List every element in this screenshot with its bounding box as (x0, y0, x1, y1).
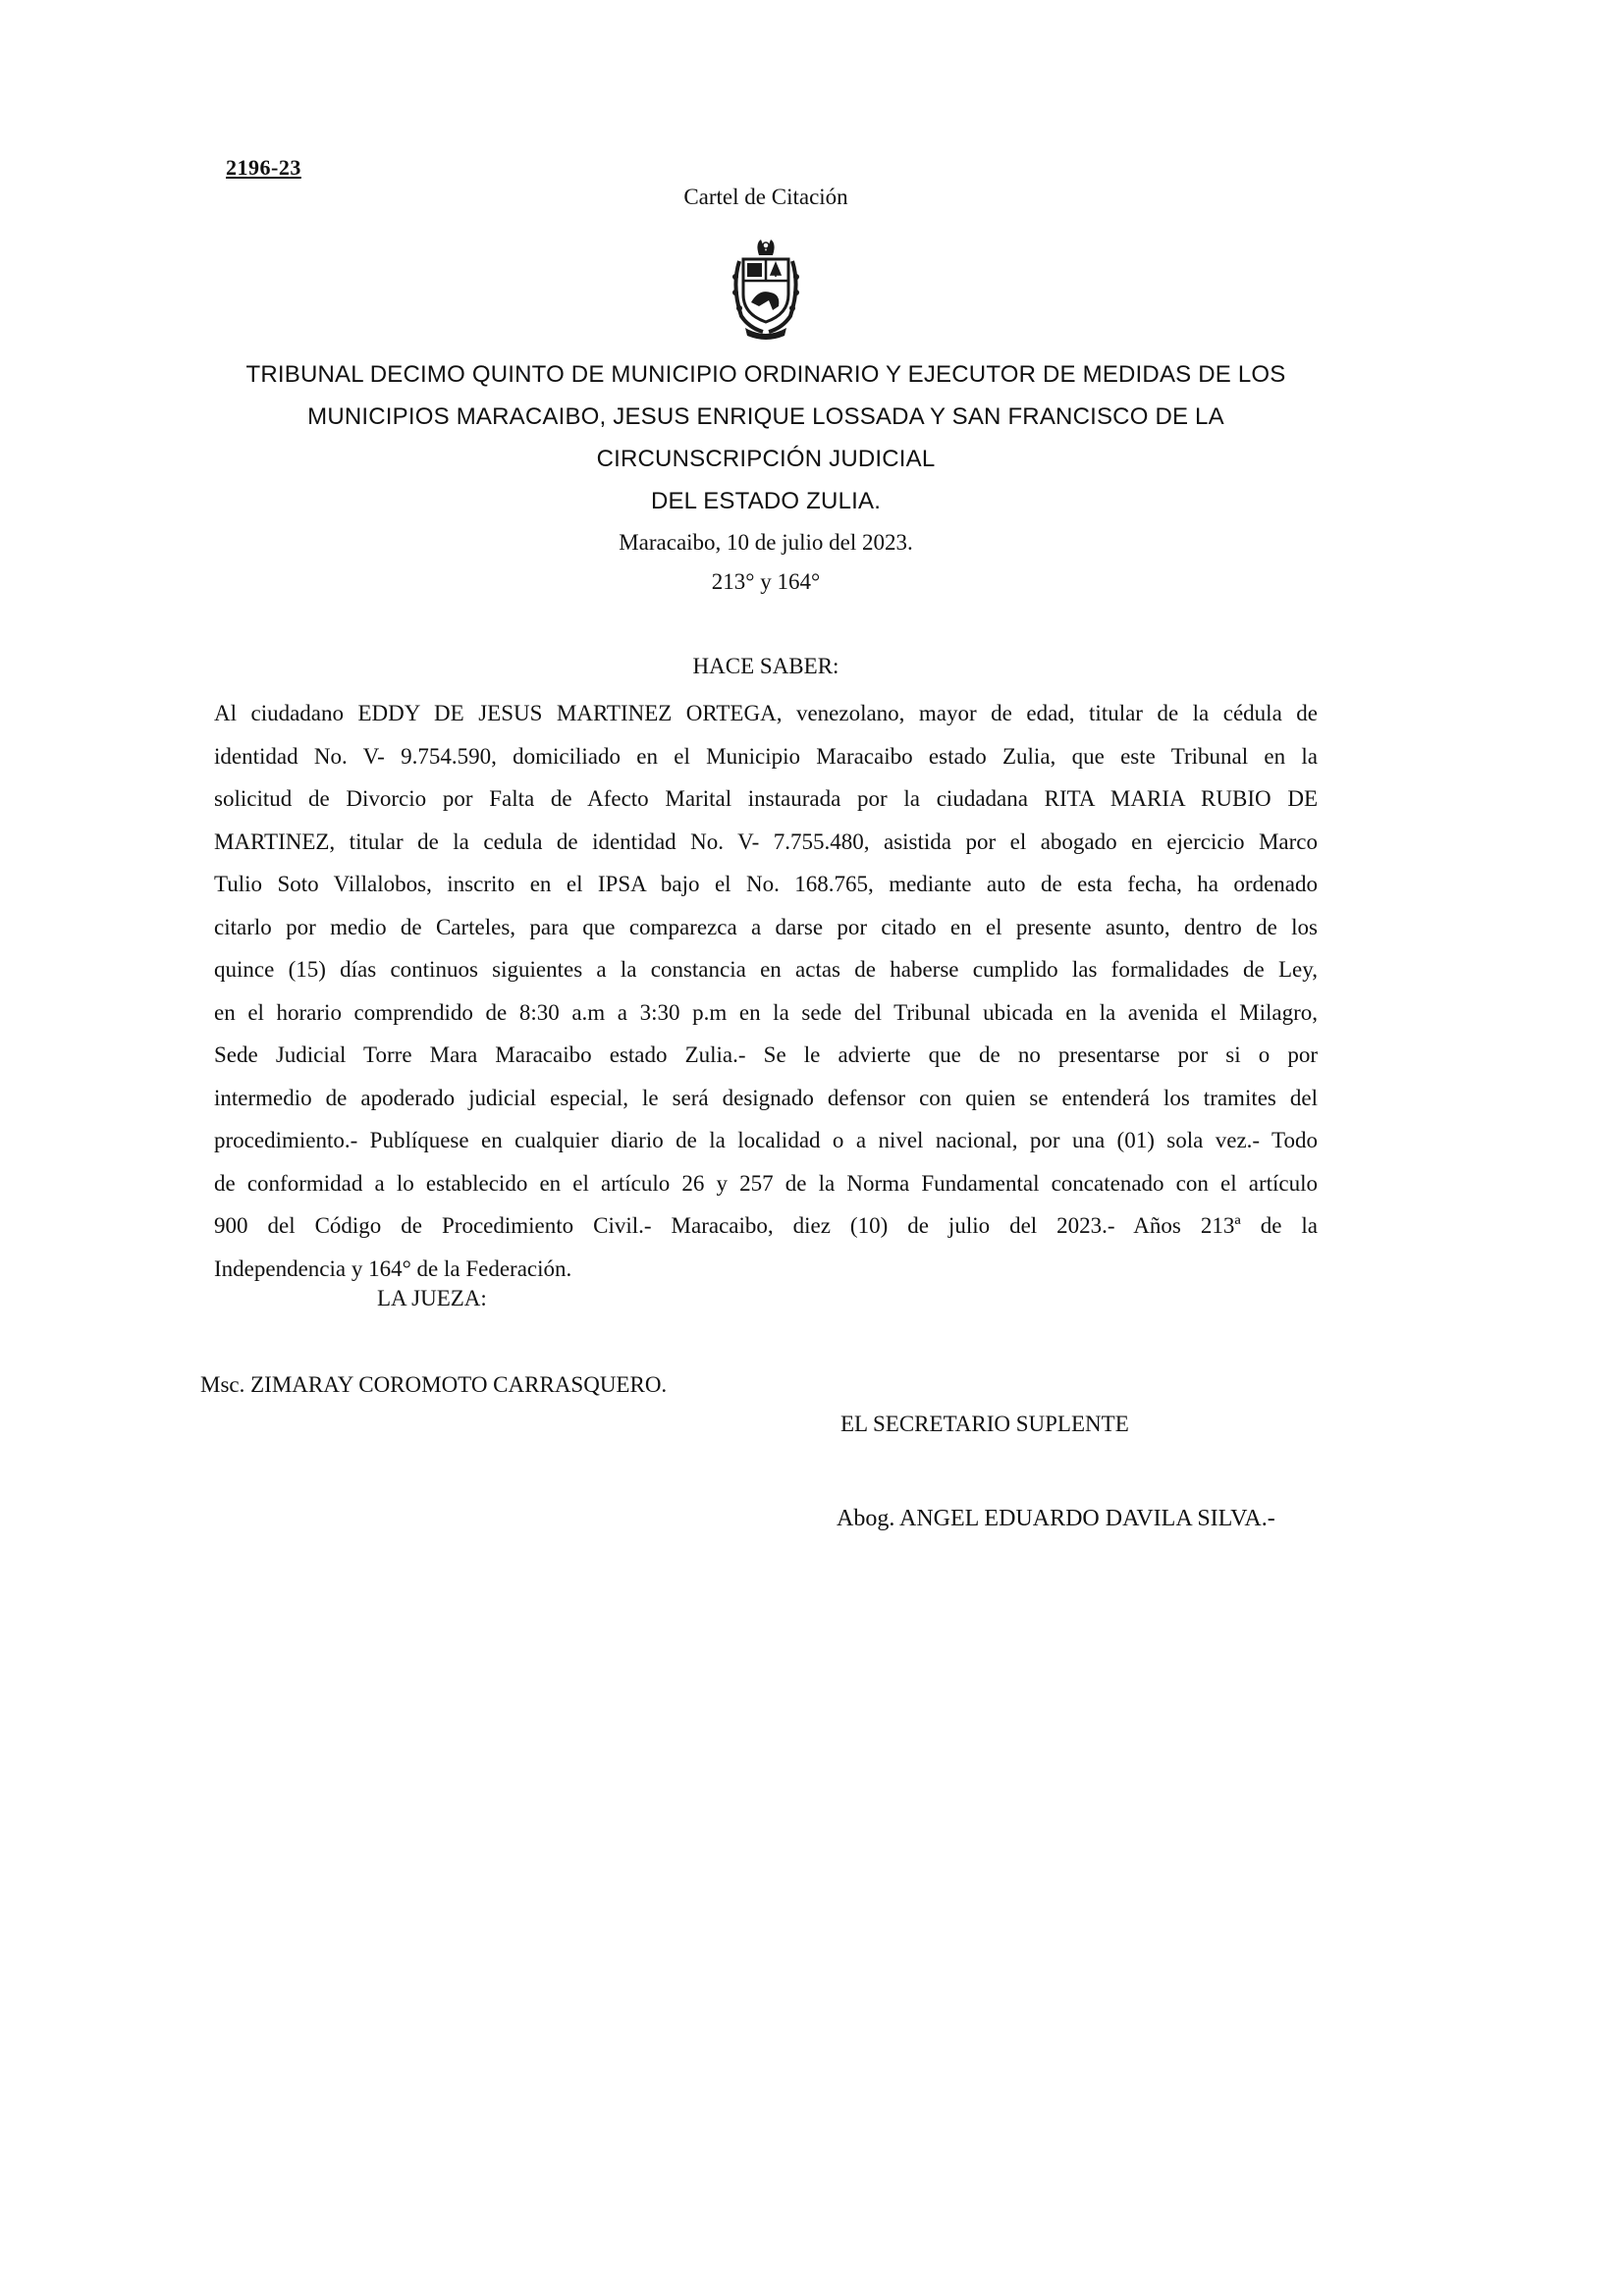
body-line: Al ciudadano EDDY DE JESUS MARTINEZ ORTEGA, venezolano, mayor de edad, titular de la cédula de (214, 701, 1318, 725)
body-line: en el horario comprendido de 8:30 a.m a 3:30 p.m en la sede del Tribunal ubicada en la avenida el Milagro, (214, 999, 1318, 1025)
court-header (196, 353, 1335, 522)
body-line: citarlo por medio de Carteles, para que comparezca a darse por citado en el presente asunto, dentro de los (214, 914, 1318, 939)
court-header-line: CIRCUNSCRIPCIÓN JUDICIAL (596, 446, 936, 472)
secretary-title: EL SECRETARIO SUPLENTE (840, 1412, 1129, 1436)
body-line: intermedio de apoderado judicial especial, le será designado defensor con quien se entenderá los tramites del (214, 1085, 1318, 1110)
court-header-line: TRIBUNAL DECIMO QUINTO DE MUNICIPIO ORDINARIO Y EJECUTOR DE MEDIDAS DE LOS (245, 361, 1286, 388)
coat-of-arms-icon (730, 238, 802, 340)
secretary-name: Abog. ANGEL EDUARDO DAVILA SILVA.- (837, 1506, 1275, 1531)
document-type-title: Cartel de Citación (683, 185, 848, 209)
section-heading: HACE SABER: (692, 654, 839, 678)
body-line: identidad No. V- 9.754.590, domiciliado en el Municipio Maracaibo estado Zulia, que este Tribunal en la (214, 743, 1318, 769)
court-header-line: DEL ESTADO ZULIA. (650, 488, 882, 514)
judge-title: LA JUEZA: (377, 1286, 487, 1310)
body-line: Independencia y 164° de la Federación. (214, 1255, 572, 1281)
body-line: MARTINEZ, titular de la cedula de identidad No. V- 7.755.480, asistida por el abogado en ejercicio Marco (214, 828, 1318, 854)
body-line: de conformidad a lo establecido en el artículo 26 y 257 de la Norma Fundamental concatenado con el artículo (214, 1170, 1318, 1196)
court-header-line: MUNICIPIOS MARACAIBO, JESUS ENRIQUE LOSSADA Y SAN FRANCISCO DE LA (307, 403, 1224, 430)
body-line: Sede Judicial Torre Mara Maracaibo estado Zulia.- Se le advierte que de no presentarse por si o por (214, 1042, 1318, 1067)
judge-name: Msc. ZIMARAY COROMOTO CARRASQUERO. (200, 1372, 668, 1397)
document-number: 2196-23 (226, 155, 301, 180)
citation-body (214, 692, 1318, 1290)
document-date: Maracaibo, 10 de julio del 2023. (619, 530, 913, 555)
body-line: solicitud de Divorcio por Falta de Afecto Marital instaurada por la ciudadana RITA MARIA RUBIO DE (214, 786, 1318, 811)
independence-federation-years: 213° y 164° (711, 569, 821, 594)
body-line: 900 del Código de Procedimiento Civil.- Maracaibo, diez (10) de julio del 2023.- Años 213ª de la (214, 1213, 1318, 1238)
body-line: quince (15) días continuos siguientes a la constancia en actas de haberse cumplido las formalidades de Ley, (214, 957, 1318, 982)
body-line: Tulio Soto Villalobos, inscrito en el IPSA bajo el No. 168.765, mediante auto de esta fecha, ha ordenado (214, 872, 1318, 896)
body-line: procedimiento.- Publíquese en cualquier diario de la localidad o a nivel nacional, por una (01) sola vez.- Todo (214, 1128, 1318, 1152)
